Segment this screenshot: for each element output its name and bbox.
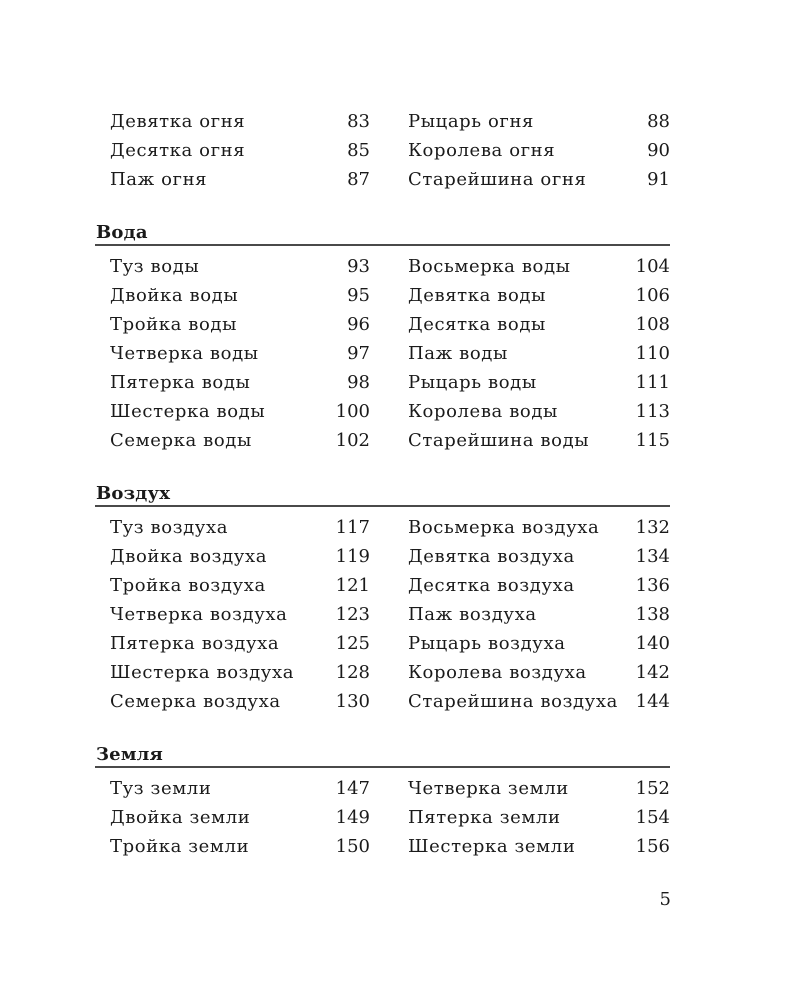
toc-entry-page: 136: [635, 575, 670, 596]
toc-entry[interactable]: [110, 368, 370, 397]
toc-section-air: [95, 483, 670, 716]
toc-entry[interactable]: [408, 136, 670, 165]
toc-section-water: [95, 222, 670, 455]
toc-entry-title: Старейшина воздуха: [408, 691, 618, 712]
toc-entry-title: Старейшина воды: [408, 430, 590, 451]
toc-entry[interactable]: [110, 803, 370, 832]
toc-entry-title: Двойка воды: [110, 285, 239, 306]
toc-entry-title: Восьмерка воздуха: [408, 517, 600, 538]
toc-entry-title: Королева огня: [408, 140, 556, 161]
toc-entry-title: Пятерка воды: [110, 372, 251, 393]
toc-entry[interactable]: [408, 368, 670, 397]
toc-entry-page: 87: [347, 169, 370, 190]
toc-entry[interactable]: [110, 600, 370, 629]
toc-entry-title: Старейшина огня: [408, 169, 587, 190]
toc-entry-page: 147: [335, 778, 370, 799]
toc-entry[interactable]: [408, 339, 670, 368]
toc-entry-title: Королева воздуха: [408, 662, 587, 683]
toc-entry-title: Королева воды: [408, 401, 558, 422]
toc-entry[interactable]: [408, 397, 670, 426]
toc-column-left: [95, 513, 370, 716]
toc-entry[interactable]: [408, 252, 670, 281]
toc-entry-page: 91: [647, 169, 670, 190]
toc-entry[interactable]: [408, 571, 670, 600]
toc-entry-page: 138: [635, 604, 670, 625]
toc-entry-page: 106: [635, 285, 670, 306]
toc-entry-title: Двойка воздуха: [110, 546, 268, 567]
toc-entry-page: 90: [647, 140, 670, 161]
toc-section-fire-continued: [95, 107, 670, 194]
toc-entry-title: Двойка земли: [110, 807, 251, 828]
toc-entry-title: Тройка воды: [110, 314, 238, 335]
toc-entry-page: 115: [635, 430, 670, 451]
toc-entry[interactable]: [408, 600, 670, 629]
toc-entry-title: Девятка огня: [110, 111, 246, 132]
toc-entry-page: 149: [335, 807, 370, 828]
toc-entry-title: Четверка земли: [408, 778, 569, 799]
toc-entry-title: Четверка воздуха: [110, 604, 288, 625]
page-number: 5: [659, 889, 671, 910]
toc-entry[interactable]: [408, 426, 670, 455]
toc-entry[interactable]: [110, 107, 370, 136]
toc-entry-title: Семерка воды: [110, 430, 252, 451]
toc-entry[interactable]: [110, 542, 370, 571]
toc-entry-title: Девятка воды: [408, 285, 547, 306]
toc-entry-page: 154: [635, 807, 670, 828]
toc-entry-page: 117: [335, 517, 370, 538]
toc-entry[interactable]: [408, 687, 670, 716]
toc-entry-title: Шестерка воздуха: [110, 662, 295, 683]
toc-entry-page: 95: [347, 285, 370, 306]
toc-entry-title: Шестерка земли: [408, 836, 576, 857]
toc-entry[interactable]: [408, 803, 670, 832]
toc-entry-page: 98: [347, 372, 370, 393]
toc-entry-title: Десятка огня: [110, 140, 246, 161]
toc-entry-page: 111: [635, 372, 670, 393]
toc-entry-title: Паж воздуха: [408, 604, 537, 625]
toc-column-left: [95, 107, 370, 194]
toc-entry-page: 119: [335, 546, 370, 567]
toc-entry[interactable]: [110, 629, 370, 658]
toc-columns: [95, 107, 670, 194]
toc-entry[interactable]: [110, 136, 370, 165]
toc-entry[interactable]: [408, 774, 670, 803]
toc-entry-page: 152: [635, 778, 670, 799]
toc-entry-page: 110: [635, 343, 670, 364]
toc-entry[interactable]: [408, 165, 670, 194]
toc-entry-page: 123: [335, 604, 370, 625]
toc-entry[interactable]: [408, 629, 670, 658]
toc-entry-title: Паж воды: [408, 343, 508, 364]
toc-entry-page: 97: [347, 343, 370, 364]
toc-entry-page: 83: [347, 111, 370, 132]
toc-entry-title: Девятка воздуха: [408, 546, 575, 567]
toc-entry[interactable]: [110, 571, 370, 600]
toc-entry-page: 132: [635, 517, 670, 538]
toc-entry[interactable]: [408, 542, 670, 571]
toc-columns: [95, 513, 670, 716]
toc-entry-title: Четверка воды: [110, 343, 259, 364]
toc-entry[interactable]: [110, 281, 370, 310]
toc-entry-page: 156: [635, 836, 670, 857]
toc-entry[interactable]: [110, 513, 370, 542]
table-of-contents: [95, 107, 670, 889]
toc-entry[interactable]: [110, 339, 370, 368]
toc-entry-page: 96: [347, 314, 370, 335]
toc-entry-title: Шестерка воды: [110, 401, 266, 422]
toc-entry-page: 121: [335, 575, 370, 596]
toc-columns: [95, 774, 670, 861]
toc-entry-title: Туз воздуха: [110, 517, 229, 538]
toc-entry[interactable]: [408, 658, 670, 687]
toc-entry[interactable]: [408, 832, 670, 861]
toc-column-right: [370, 513, 670, 716]
toc-entry[interactable]: [110, 397, 370, 426]
toc-columns: [95, 252, 670, 455]
section-heading: Вода: [95, 222, 670, 246]
toc-entry-page: 125: [335, 633, 370, 654]
toc-entry-page: 88: [647, 111, 670, 132]
toc-entry[interactable]: [110, 426, 370, 455]
toc-entry[interactable]: [408, 107, 670, 136]
toc-column-left: [95, 252, 370, 455]
toc-entry-page: 144: [635, 691, 670, 712]
toc-entry[interactable]: [110, 310, 370, 339]
toc-entry[interactable]: [110, 832, 370, 861]
toc-entry[interactable]: [110, 658, 370, 687]
toc-entry-page: 93: [347, 256, 370, 277]
toc-entry-title: Десятка воды: [408, 314, 546, 335]
toc-entry[interactable]: [408, 513, 670, 542]
toc-entry-title: Пятерка воздуха: [110, 633, 280, 654]
toc-entry-page: 140: [635, 633, 670, 654]
toc-entry-title: Рыцарь огня: [408, 111, 535, 132]
toc-entry-title: Семерка воздуха: [110, 691, 281, 712]
toc-section-earth: [95, 744, 670, 861]
toc-column-left: [95, 774, 370, 861]
toc-entry-page: 128: [335, 662, 370, 683]
toc-entry-title: Восьмерка воды: [408, 256, 571, 277]
toc-entry[interactable]: [110, 774, 370, 803]
toc-entry-title: Туз воды: [110, 256, 200, 277]
toc-entry-title: Тройка воздуха: [110, 575, 266, 596]
toc-entry-page: 142: [635, 662, 670, 683]
toc-entry-title: Рыцарь воды: [408, 372, 537, 393]
toc-entry[interactable]: [408, 310, 670, 339]
toc-entry-title: Туз земли: [110, 778, 212, 799]
toc-entry-title: Пятерка земли: [408, 807, 561, 828]
toc-entry-page: 150: [335, 836, 370, 857]
toc-entry-title: Десятка воздуха: [408, 575, 575, 596]
toc-entry-title: Тройка земли: [110, 836, 250, 857]
toc-entry-page: 134: [635, 546, 670, 567]
toc-column-right: [370, 774, 670, 861]
toc-entry[interactable]: [408, 281, 670, 310]
toc-column-right: [370, 107, 670, 194]
toc-entry-page: 108: [635, 314, 670, 335]
section-heading: Воздух: [95, 483, 670, 507]
toc-entry[interactable]: [110, 165, 370, 194]
toc-entry-page: 85: [347, 140, 370, 161]
toc-entry-title: Рыцарь воздуха: [408, 633, 566, 654]
toc-entry[interactable]: [110, 252, 370, 281]
toc-entry-page: 113: [635, 401, 670, 422]
toc-entry-title: Паж огня: [110, 169, 208, 190]
toc-column-right: [370, 252, 670, 455]
toc-entry-page: 102: [335, 430, 370, 451]
toc-entry[interactable]: [110, 687, 370, 716]
toc-entry-page: 130: [335, 691, 370, 712]
toc-entry-page: 104: [635, 256, 670, 277]
toc-entry-page: 100: [335, 401, 370, 422]
section-heading: Земля: [95, 744, 670, 768]
